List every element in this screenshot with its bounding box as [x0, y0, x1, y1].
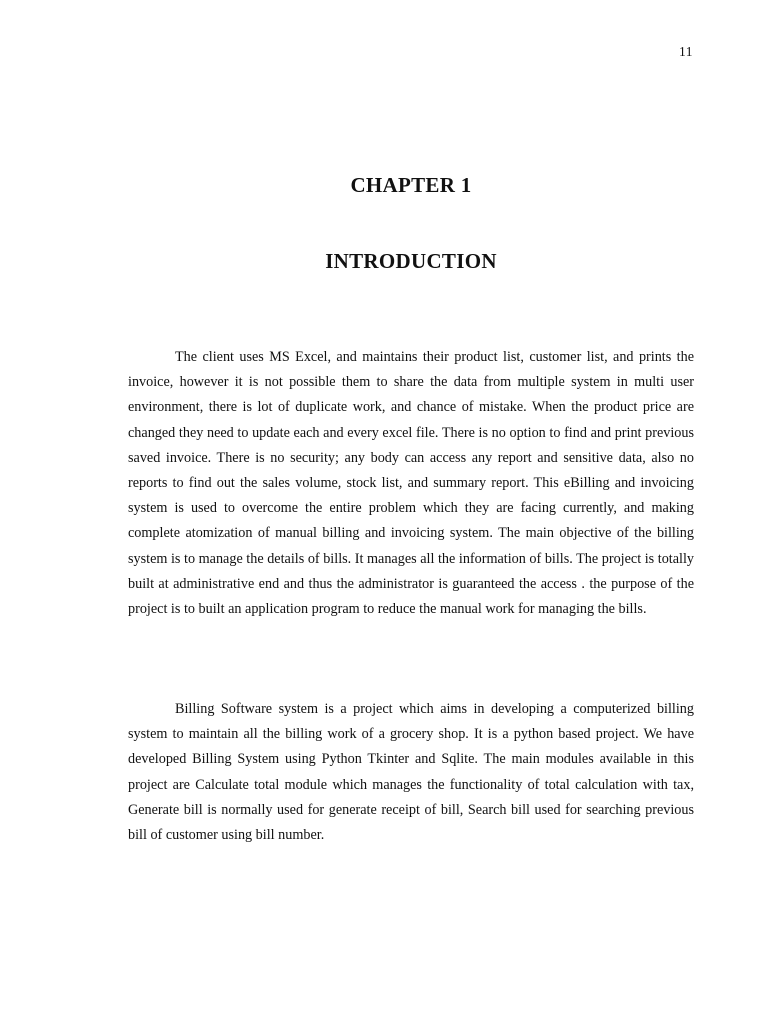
page-number: 11 [679, 44, 693, 59]
chapter-label: CHAPTER 1 [350, 173, 472, 197]
body-paragraph-1: The client uses MS Excel, and maintains their product list, customer list, and prints the invoice, however it is not possible them to share the data from multiple system in multi user environment, there is lot of duplicate work, and chance of mistake. When the product price are changed they need to update each and every excel file. There is no option to find and print previous saved invoice. There is no security; any body can access any report and sensitive data, also no reports to find out the sales volume, stock list, and summary report. This eBilling and invoicing system is used to overcome the entire problem which they are facing currently, and making complete atomization of manual billing and invoicing system. The main objective of the billing system is to manage the details of bills. It manages all the information of bills. The project is totally built at administrative end and thus the administrator is guaranteed the access . the purpose of the project is to built an application program to reduce the manual work for managing the bills. [128, 349, 694, 618]
chapter-title: INTRODUCTION [325, 249, 497, 273]
body-paragraph-2: Billing Software system is a project which aims in developing a computerized billing system to maintain all the billing work of a grocery shop. It is a python based project. We have developed Billing System using Python Tkinter and Sqlite. The main modules available in this project are Calculate total module which manages the functionality of total calculation with tax, Generate bill is normally used for generate receipt of bill, Search bill used for searching previous bill of customer using bill number. [128, 701, 694, 844]
